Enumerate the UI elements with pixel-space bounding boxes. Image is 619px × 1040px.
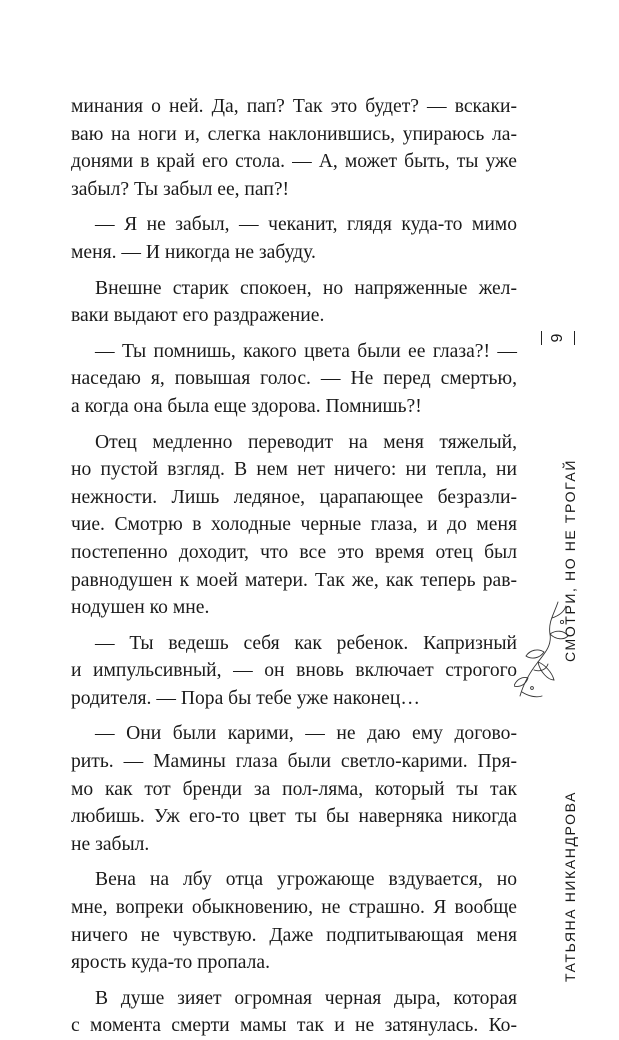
text-line: — Ты помнишь, какого цвета были ее глаза?! — [95,340,517,362]
text-line: ничего не чувствую. Даже подпитывающая меня [71,924,517,946]
text-line: постепенно доходит, что все это время отец был [71,541,517,563]
text-line: любишь. Уж его-то цвет ты бы наверняка никогда [71,806,517,828]
text-line: нодушен ко мне. [71,597,210,619]
text-line: чие. Смотрю в холодные черные глаза, и до меня [71,514,517,536]
text-line: нежности. Лишь ледяное, царапающее безразли- [71,486,517,508]
text-line: Вена на лбу отца угрожающе вздувается, но [95,869,517,891]
text-line: меня. — И никогда не забуду. [71,241,316,263]
text-line: — Я не забыл, — чеканит, глядя куда-то мимо [95,214,517,236]
text-line: и импульсивный, — он вновь включает строгого [71,660,517,682]
text-line: Отец медленно переводит на меня тяжелый, [95,431,517,453]
running-head [560,370,580,982]
page-number: 9 [543,328,573,348]
text-line: — Ты ведешь себя как ребенок. Капризный [95,632,517,654]
text-line: донями в край его стола. — А, может быть, ты уже [71,151,517,173]
running-head-title: СМОТРИ, НО НЕ ТРОГАЙ [562,459,578,662]
text-line: ваю на ноги и, слегка наклонившись, упираюсь ла- [71,123,517,145]
body-text [71,93,517,1040]
text-line: Внешне старик спокоен, но напряженные жел- [95,277,517,299]
text-line: ярость куда-то пропала. [71,952,270,974]
text-line: забыл? Ты забыл ее, пап?! [71,178,290,200]
text-line: равнодушен к моей матери. Так же, как теперь рав- [71,569,517,591]
text-line: мне, вопреки обыкновению, не страшно. Я вообще [71,897,517,919]
text-line: наседаю я, повышая голос. — Не перед смертью, [71,368,517,390]
text-line: с момента смерти мамы так и не затянулась. Ко- [71,1015,517,1037]
text-line: но пустой взгляд. В нем нет ничего: ни тепла, ни [71,459,517,481]
text-line: ваки выдают его раздражение. [71,305,325,327]
text-line: мо как тот бренди за пол-ляма, который ты так [71,778,517,800]
text-line: В душе зияет огромная черная дыра, которая [95,987,517,1009]
text-line: минания о ней. Да, пап? Так это будет? — вскаки- [71,96,517,117]
text-line: не забыл. [71,833,150,855]
text-line: — Они были карими, — не даю ему догово- [95,723,517,745]
running-head-author: ТАТЬЯНА НИКАНДРОВА [562,790,578,982]
text-line: родителя. — Пора бы тебе уже наконец… [71,687,420,709]
text-line: рить. — Мамины глаза были светло-карими. Пря- [71,751,517,773]
text-line: а когда она была еще здорова. Помнишь?! [71,395,422,417]
